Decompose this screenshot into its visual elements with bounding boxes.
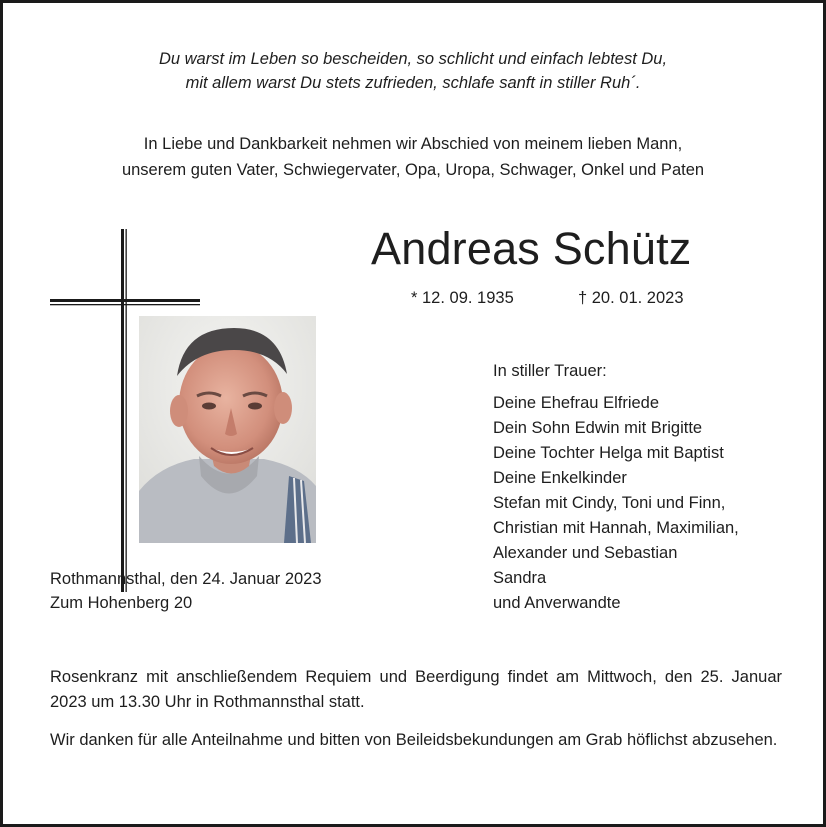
list-item: Alexander und Sebastian — [493, 544, 678, 562]
birth-date: * 12. 09. 1935 — [411, 289, 514, 307]
mourners-list — [493, 359, 739, 616]
memorial-verse — [3, 47, 823, 95]
thanks-note: Wir danken für alle Anteilnahme und bitten von Beileidsbekundungen am Grab höflichst abzusehen. — [50, 731, 778, 749]
list-item: Dein Sohn Edwin mit Brigitte — [493, 419, 703, 437]
list-item: Christian mit Hannah, Maximilian, — [493, 519, 739, 537]
intro-line-1: In Liebe und Dankbarkeit nehmen wir Abschied von meinem lieben Mann, — [143, 135, 683, 153]
farewell-intro — [3, 131, 823, 183]
list-item: Deine Ehefrau Elfriede — [493, 394, 660, 412]
list-item: Sandra — [493, 569, 547, 587]
list-item: Deine Tochter Helga mit Baptist — [493, 444, 724, 462]
verse-line-2: mit allem warst Du stets zufrieden, schlafe sanft in stiller Ruh´. — [185, 74, 641, 92]
deceased-name: Andreas Schütz — [371, 223, 692, 274]
verse-line-1: Du warst im Leben so bescheiden, so schlicht und einfach lebtest Du, — [158, 50, 668, 68]
list-item: Deine Enkelkinder — [493, 469, 627, 487]
place-date: Rothmannsthal, den 24. Januar 2023 — [50, 570, 322, 588]
place-and-address — [50, 567, 322, 615]
death-date: † 20. 01. 2023 — [578, 289, 684, 307]
funeral-info: Rosenkranz mit anschließendem Requiem und Beerdigung findet am Mittwoch, den 25. Januar 2023 um 13.30 Uhr in Rothmannsthal statt. — [50, 668, 782, 711]
portrait-photo — [139, 316, 316, 543]
list-item: Stefan mit Cindy, Toni und Finn, — [493, 494, 726, 512]
list-item: und Anverwandte — [493, 594, 621, 612]
cross-icon-vertical — [121, 229, 127, 592]
address: Zum Hohenberg 20 — [50, 594, 193, 612]
cross-icon-horizontal — [50, 299, 200, 306]
mourners-heading: In stiller Trauer: — [493, 362, 607, 380]
intro-line-2: unserem guten Vater, Schwiegervater, Opa, Uropa, Schwager, Onkel und Paten — [121, 161, 705, 179]
